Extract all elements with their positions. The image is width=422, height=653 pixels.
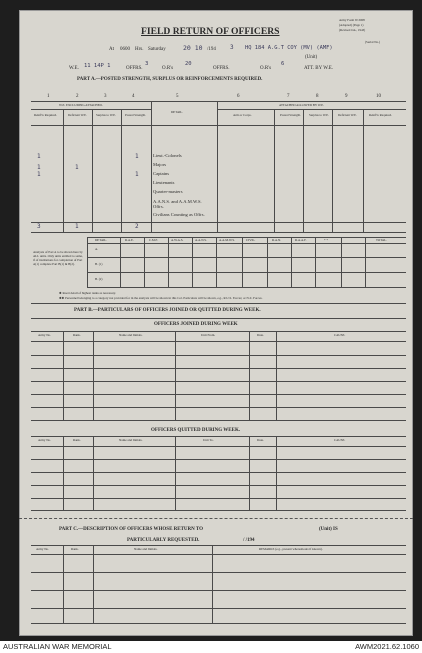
analysis-row-label: A. [95, 247, 99, 251]
rule [249, 331, 250, 420]
rule [92, 109, 93, 232]
footnote-1: ✱ Insert detail of highest ranks as necessary. [59, 291, 116, 295]
subhead: Posted Strength. [125, 113, 146, 117]
rule [212, 545, 213, 623]
hand-entry: 1 [37, 171, 41, 178]
part-c-title-2: PARTICULARLY REQUESTED. [127, 538, 200, 543]
col-number: 9 [345, 94, 348, 99]
ors2-hand: 6 [281, 61, 285, 67]
rank-label: A.A.N.S. and A.A.M.W.S. Offrs. [153, 199, 202, 210]
column-header: Date. [257, 438, 264, 442]
rule [31, 623, 406, 624]
form-number: Army Form W.3008 [339, 18, 365, 22]
hand-entry: 1 [75, 164, 79, 171]
col-number: 8 [316, 94, 319, 99]
rule [93, 436, 94, 510]
col-number: 4 [132, 94, 135, 99]
we-excluding-label: W.E. EXCLUDING ATTACHED. [59, 103, 103, 107]
column-header: Rank. [71, 547, 79, 551]
footer-accession: AWM2021.62.1060 [355, 642, 419, 651]
form-serial: (Serial No.) [365, 40, 381, 44]
rule [291, 237, 292, 287]
column-header: Rank. [73, 438, 81, 442]
unit-hand: HQ 184 A.G.T COY (MV) (AMF) [245, 45, 333, 51]
rule [87, 243, 406, 244]
analysis-row-label: B. (1) [95, 262, 103, 266]
hand-entry: 1 [37, 153, 41, 160]
rule [31, 608, 406, 609]
column-header: CAUSE. [334, 438, 346, 442]
rule [31, 407, 406, 408]
rule [31, 436, 406, 437]
rule [31, 446, 406, 447]
col-number: 5 [176, 94, 179, 99]
rule [242, 237, 243, 287]
rank-label: Lieutenants [153, 180, 175, 185]
analysis-head: DETAIL. [95, 238, 108, 242]
rank-label: Quarter-masters [153, 189, 183, 194]
we-hand: 11 14P 1 [84, 63, 111, 69]
rule [31, 341, 406, 342]
rank-label: Civilians Counting as Offrs. [153, 212, 205, 217]
fold-line [19, 518, 413, 519]
hand-total: 2 [135, 223, 139, 230]
attached-allowed-label: ATTACHED ALLOWED BY W.E. [279, 103, 325, 107]
rule [315, 237, 316, 287]
hand-entry: 1 [135, 153, 139, 160]
analysis-note: Analysis of Part A to be shown here by ALL units. Only units entitled to same, if of institutions for completion of Part A(1) complete Part B(1) & B(2). [33, 250, 83, 266]
offrs2-label: OFFRS. [213, 66, 230, 71]
form-adapted: (Adapted) (Page 1) [339, 23, 364, 27]
rule [363, 109, 364, 232]
rule [31, 510, 406, 511]
rule [121, 109, 122, 232]
col-number: 2 [76, 94, 79, 99]
rule [31, 331, 406, 332]
offrs-label: OFFRS. [126, 66, 143, 71]
rule [31, 394, 406, 395]
rule [267, 237, 268, 287]
subhead: Posted Strength. [280, 113, 301, 117]
rule [332, 109, 333, 232]
column-header: Name and Initials. [134, 547, 158, 551]
rule [217, 101, 218, 232]
rule [31, 572, 406, 573]
analysis-head: CIVIL. [246, 238, 256, 242]
rule [31, 109, 151, 110]
part-a-title: PART A.—POSTED STRENGTH, SURPLUS OR REINFORCEMENTS REQUIRED. [77, 77, 263, 82]
part-c-title-unit: (Unit) IS [319, 527, 338, 532]
analysis-head: R.A.N. [272, 238, 282, 242]
at-label: At [109, 47, 114, 52]
rule [365, 237, 366, 287]
rule [31, 368, 406, 369]
rule [63, 331, 64, 420]
analysis-head: R.A.E. [125, 238, 134, 242]
rule [87, 237, 88, 287]
rule [87, 257, 406, 258]
column-header: Unit To. [203, 438, 214, 442]
rule [175, 436, 176, 510]
subhead: Reinf'ts Required. [34, 113, 58, 117]
quitted-title: OFFICERS QUITTED DURING WEEK. [151, 428, 241, 433]
rule [63, 436, 64, 510]
ors-label: O.R's [162, 66, 174, 71]
col-number: 7 [287, 94, 290, 99]
column-header: Name and Initials. [119, 333, 143, 337]
subhead: Reinf'ts Required. [369, 113, 393, 117]
hand-total: 1 [75, 223, 79, 230]
column-header: Army No. [36, 547, 49, 551]
rule [249, 436, 250, 510]
subhead: Surplus to W.E. [96, 113, 117, 117]
rule [31, 459, 406, 460]
detail-label: DETAIL. [171, 110, 184, 114]
rule [120, 237, 121, 287]
footer-source: AUSTRALIAN WAR MEMORIAL [3, 642, 112, 651]
rule [276, 436, 277, 510]
rank-label: Captains [153, 171, 170, 176]
day-value: Saturday [148, 47, 166, 52]
ors2-label: O.R's [260, 66, 272, 71]
rule [151, 101, 152, 232]
subhead: Deficient W.E. [68, 113, 87, 117]
col-number: 10 [376, 94, 381, 99]
date-hand: 20 10 [183, 44, 203, 52]
rule [31, 485, 406, 486]
subhead: Arm or Corps. [233, 113, 252, 117]
rank-label: Majors [153, 162, 167, 167]
part-c-title-1: PART C.—DESCRIPTION OF OFFICERS WHOSE RETURN TO [59, 527, 204, 532]
analysis-head: R.A.A.F. [295, 238, 307, 242]
form-page [19, 10, 413, 636]
rule [31, 303, 406, 304]
form-revised: (Revised Jan., 1943) [339, 28, 366, 32]
rule [303, 109, 304, 232]
analysis-head: TOTAL. [376, 238, 387, 242]
rule [31, 355, 406, 356]
ors-hand: 20 [185, 61, 192, 67]
form-title: FIELD RETURN OF OFFICERS [141, 26, 280, 37]
column-header: CAUSE. [334, 333, 346, 337]
rule [276, 331, 277, 420]
att-label: ATT. BY W.E. [304, 66, 334, 71]
rank-label: Lieut.-Colonels [153, 153, 182, 158]
column-header: REMARKS (e.g., present whereabouts if known). [259, 547, 323, 551]
rule [31, 554, 406, 555]
rule [341, 237, 342, 287]
analysis-head: A.A.M.W.S. [219, 238, 235, 242]
hand-entry: 1 [135, 171, 139, 178]
column-header: Date. [257, 333, 264, 337]
caption-bar [0, 641, 422, 653]
rule [217, 109, 406, 110]
analysis-row-label: B. (2) [95, 277, 103, 281]
rule [31, 498, 406, 499]
year-prefix: /194 [207, 47, 216, 52]
rule [192, 237, 193, 287]
column-header: Army No. [38, 333, 51, 337]
time-value: 0600 [120, 47, 130, 52]
hrs-label: Hrs. [135, 47, 144, 52]
column-header: Army No. [38, 438, 51, 442]
rule [31, 590, 406, 591]
column-header: Unit From. [201, 333, 216, 337]
hand-entry: 1 [37, 164, 41, 171]
part-c-title-date: / /194 [243, 538, 255, 543]
analysis-head: A.A.N.S. [195, 238, 207, 242]
year-digit: 3 [230, 44, 234, 51]
analysis-head: * * [324, 238, 328, 242]
column-header: Name and Initials. [119, 438, 143, 442]
rule [87, 287, 406, 288]
column-header: Rank. [73, 333, 81, 337]
footnote-2: ✱✱ Personnel belonging to a category not provided for in the analysis will be shown in this Col. Particulars will be shown, e.g., R.U.S. Forces; or N.Z. Forces. [59, 296, 263, 300]
rule [31, 381, 406, 382]
rule [93, 545, 94, 623]
rule [168, 237, 169, 287]
col-number: 6 [237, 94, 240, 99]
rule [175, 331, 176, 420]
rule [144, 237, 145, 287]
hand-total: 3 [37, 223, 41, 230]
subhead: Surplus to W.E. [309, 113, 330, 117]
rule [274, 109, 275, 232]
rule [31, 545, 406, 546]
rule [31, 232, 406, 233]
rule [31, 318, 406, 319]
rule [216, 237, 217, 287]
rule [31, 472, 406, 473]
subhead: Deficient W.E. [338, 113, 357, 117]
joined-title: OFFICERS JOINED DURING WEEK [154, 322, 238, 327]
col-number: 3 [104, 94, 107, 99]
rule [31, 125, 406, 126]
rule [63, 545, 64, 623]
unit-label: (Unit) [305, 55, 318, 60]
analysis-head: C.M.F. [149, 238, 158, 242]
col-number: 1 [47, 94, 50, 99]
rule [63, 109, 64, 232]
rule [31, 101, 406, 102]
analysis-head: A.W.A.S. [171, 238, 184, 242]
rule [31, 420, 406, 421]
part-b-title: PART B.—PARTICULARS OF OFFICERS JOINED OR QUITTED DURING WEEK. [74, 308, 261, 313]
rule [87, 272, 406, 273]
rule [93, 331, 94, 420]
we-label: W.E. [69, 66, 79, 71]
offrs-hand: 3 [145, 61, 149, 67]
rule [31, 222, 406, 223]
